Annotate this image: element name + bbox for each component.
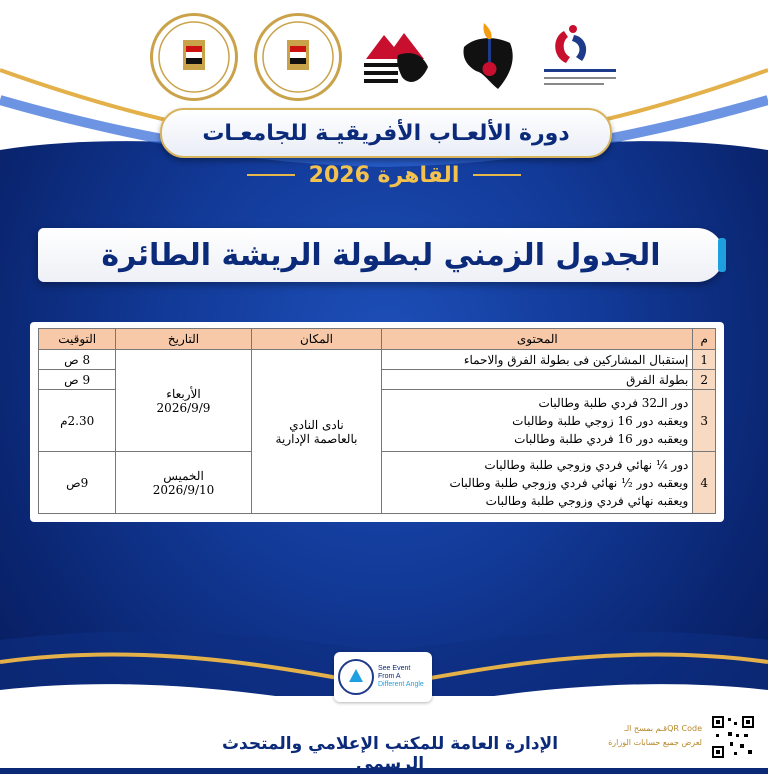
promo-badge [334, 652, 432, 702]
schedule-title: الجدول الزمني لبطولة الريشة الطائرة [101, 237, 661, 273]
row-content [382, 350, 693, 370]
row-content [382, 452, 693, 514]
event-title [160, 108, 612, 158]
header-num: م [693, 329, 716, 350]
day-1: الأربعاء [166, 386, 201, 401]
date-cell-1 [116, 350, 251, 452]
header-place: المكان [251, 329, 382, 350]
time-cell: 8 ص [39, 350, 116, 370]
row-number: 1 [693, 350, 716, 370]
qr-code-icon[interactable] [710, 714, 756, 760]
qr-caption-line-2: لعرض جميع حسابات الوزارة [608, 738, 702, 747]
date-2: 2026/9/10 [152, 482, 215, 497]
left-divider [247, 174, 295, 176]
place-line-2: بالعاصمة الإدارية [275, 431, 358, 446]
place-line-1: نادى النادي [289, 417, 344, 432]
content-line: دور الـ32 فردي طلبة وطالبات [538, 395, 689, 410]
header-content: المحتوى [382, 329, 693, 350]
schedule-table [38, 328, 716, 514]
schedule-title-banner [38, 228, 724, 282]
row-content [382, 370, 693, 390]
promo-logo-icon [338, 659, 374, 695]
day-2: الخميس [163, 468, 204, 483]
right-divider [473, 174, 521, 176]
row-number: 2 [693, 370, 716, 390]
qr-caption [594, 722, 702, 750]
qr-caption-line-1: قـم بمسح الـQR Code [624, 724, 702, 733]
all-africa-university-games-logo-icon [358, 17, 438, 97]
date-cell-2 [116, 452, 251, 514]
content-line: ويعقبه دور 16 زوجي طلبة وطالبات [512, 413, 689, 428]
fasu-logo-icon [454, 17, 524, 97]
row-content [382, 390, 693, 452]
content-line: ويعقبه دور ½ نهائي فردي وزوجي طلبة وطالبات [449, 475, 689, 490]
content-line: ويعقبه نهائي فردي وزوجي طلبة وطالبات [485, 493, 689, 508]
table-header-row [39, 329, 716, 350]
row-number: 3 [693, 390, 716, 452]
content-line: إستقبال المشاركين فى بطولة الفرق والاحماء [463, 352, 689, 367]
eusf-logo-icon [540, 17, 620, 97]
row-number: 4 [693, 452, 716, 514]
promo-text [378, 665, 424, 689]
place-cell [251, 350, 382, 514]
table-row [39, 350, 716, 370]
title-accent-tab [718, 238, 726, 272]
ministry-of-youth-and-sports-seal-icon [150, 13, 238, 101]
promo-line-2: From A [378, 673, 401, 680]
time-cell: 9 ص [39, 370, 116, 390]
city-year: القاهرة 2026 [308, 162, 460, 188]
header-time: التوقيت [39, 329, 116, 350]
header-date: التاريخ [116, 329, 251, 350]
date-1: 2026/9/9 [156, 400, 211, 415]
content-line: ويعقبه دور 16 فردي طلبة وطالبات [514, 431, 689, 446]
schedule-table-card [30, 322, 724, 522]
event-title-text: دورة الألعـاب الأفريقيـة للجامعـات [202, 120, 570, 146]
partner-logos [150, 12, 620, 102]
content-line: بطولة الفرق [626, 372, 689, 387]
ministry-of-higher-education-seal-icon [254, 13, 342, 101]
promo-line-1: See Event [378, 665, 411, 672]
time-cell: 9ص [39, 452, 116, 514]
media-office-name: الإدارة العامة للمكتب الإعلامي والمتحدث الرسمي [221, 734, 559, 774]
promo-line-3: Different Angle [378, 681, 424, 688]
city-year-row [200, 160, 568, 190]
content-line: دور ¼ نهائي فردي وزوجي طلبة وطالبات [484, 457, 689, 472]
time-cell: 2.30م [39, 390, 116, 452]
